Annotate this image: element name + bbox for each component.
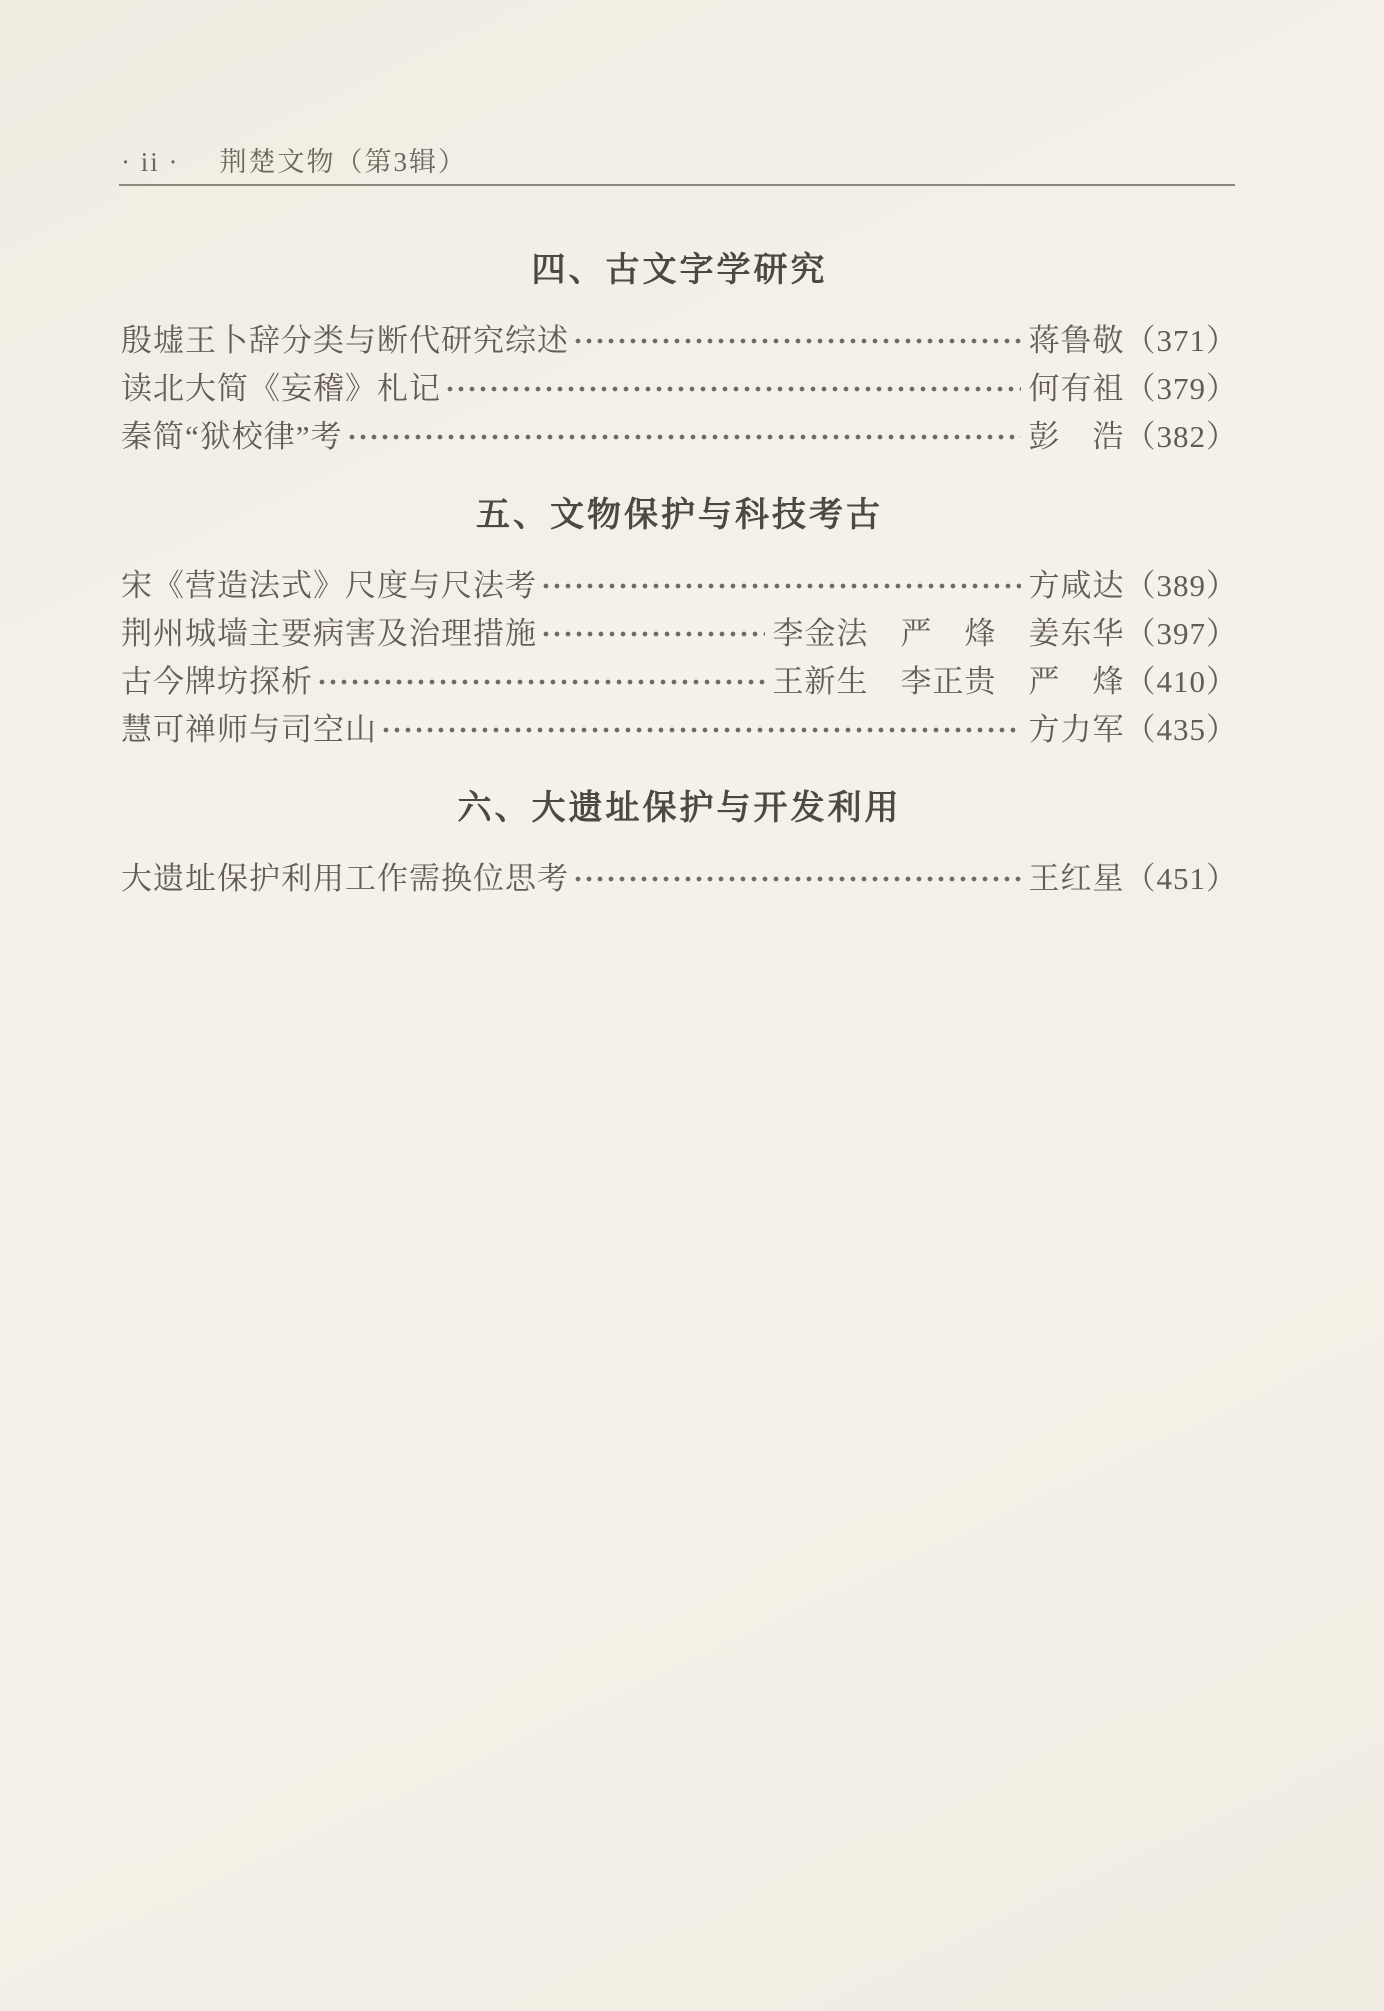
entry-title: 荆州城墙主要病害及治理措施	[121, 616, 537, 651]
dot-leader	[317, 665, 765, 696]
entry-authors: 方力军	[1028, 712, 1125, 747]
entry-authors: 蒋鲁敬	[1028, 323, 1125, 358]
entry-title: 大遗址保护利用工作需换位思考	[121, 861, 569, 896]
toc-entry	[121, 656, 1238, 704]
dot-leader	[573, 324, 1021, 355]
dot-leader	[381, 713, 1021, 744]
section-heading: 六、大遗址保护与开发利用	[457, 789, 902, 827]
toc-entry	[121, 704, 1238, 752]
toc-entry	[121, 315, 1238, 363]
entry-authors: 王新生 李正贵 严 烽	[772, 664, 1125, 699]
entry-title: 殷墟王卜辞分类与断代研究综述	[121, 323, 569, 358]
entry-page: （451）	[1124, 861, 1238, 896]
entry-authors: 方咸达	[1028, 568, 1125, 603]
dot-leader	[541, 569, 1021, 600]
dot-leader	[445, 372, 1021, 403]
entry-authors: 王红星	[1028, 861, 1125, 896]
entry-title: 古今牌坊探析	[121, 664, 313, 699]
entry-authors: 何有祖	[1028, 371, 1125, 406]
dot-leader	[573, 862, 1021, 893]
section-entries	[121, 315, 1238, 459]
toc	[121, 228, 1238, 901]
running-header	[121, 140, 1236, 179]
entry-page: （397）	[1124, 616, 1238, 651]
section-entries	[121, 853, 1238, 901]
entry-page: （389）	[1124, 568, 1238, 603]
entry-page: （382）	[1124, 419, 1238, 454]
toc-entry	[121, 853, 1238, 901]
book-title: 荆楚文物（第3辑）	[219, 147, 467, 177]
entry-authors: 彭 浩	[1028, 419, 1125, 454]
entry-title: 读北大简《妄稽》札记	[121, 371, 441, 406]
section-heading: 四、古文字学研究	[531, 251, 828, 289]
entry-page: （410）	[1124, 664, 1238, 699]
toc-section	[121, 487, 1238, 752]
entry-page: （435）	[1124, 712, 1238, 747]
dot-leader	[347, 420, 1021, 451]
entry-title: 秦简“狱校律”考	[121, 419, 343, 454]
entry-title: 慧可禅师与司空山	[121, 712, 377, 747]
entry-page: （379）	[1124, 371, 1238, 406]
toc-entry	[121, 411, 1238, 459]
dot-leader	[541, 617, 765, 648]
toc-entry	[121, 608, 1238, 656]
header-rule	[119, 184, 1235, 186]
toc-section	[121, 780, 1238, 901]
folio-page-number: · ii ·	[121, 147, 180, 177]
entry-title: 宋《营造法式》尺度与尺法考	[121, 568, 537, 603]
entry-authors: 李金法 严 烽 姜东华	[772, 616, 1125, 651]
section-heading: 五、文物保护与科技考古	[476, 496, 883, 534]
toc-section	[121, 242, 1238, 459]
toc-entry	[121, 560, 1238, 608]
section-entries	[121, 560, 1238, 752]
toc-entry	[121, 363, 1238, 411]
entry-page: （371）	[1124, 323, 1238, 358]
